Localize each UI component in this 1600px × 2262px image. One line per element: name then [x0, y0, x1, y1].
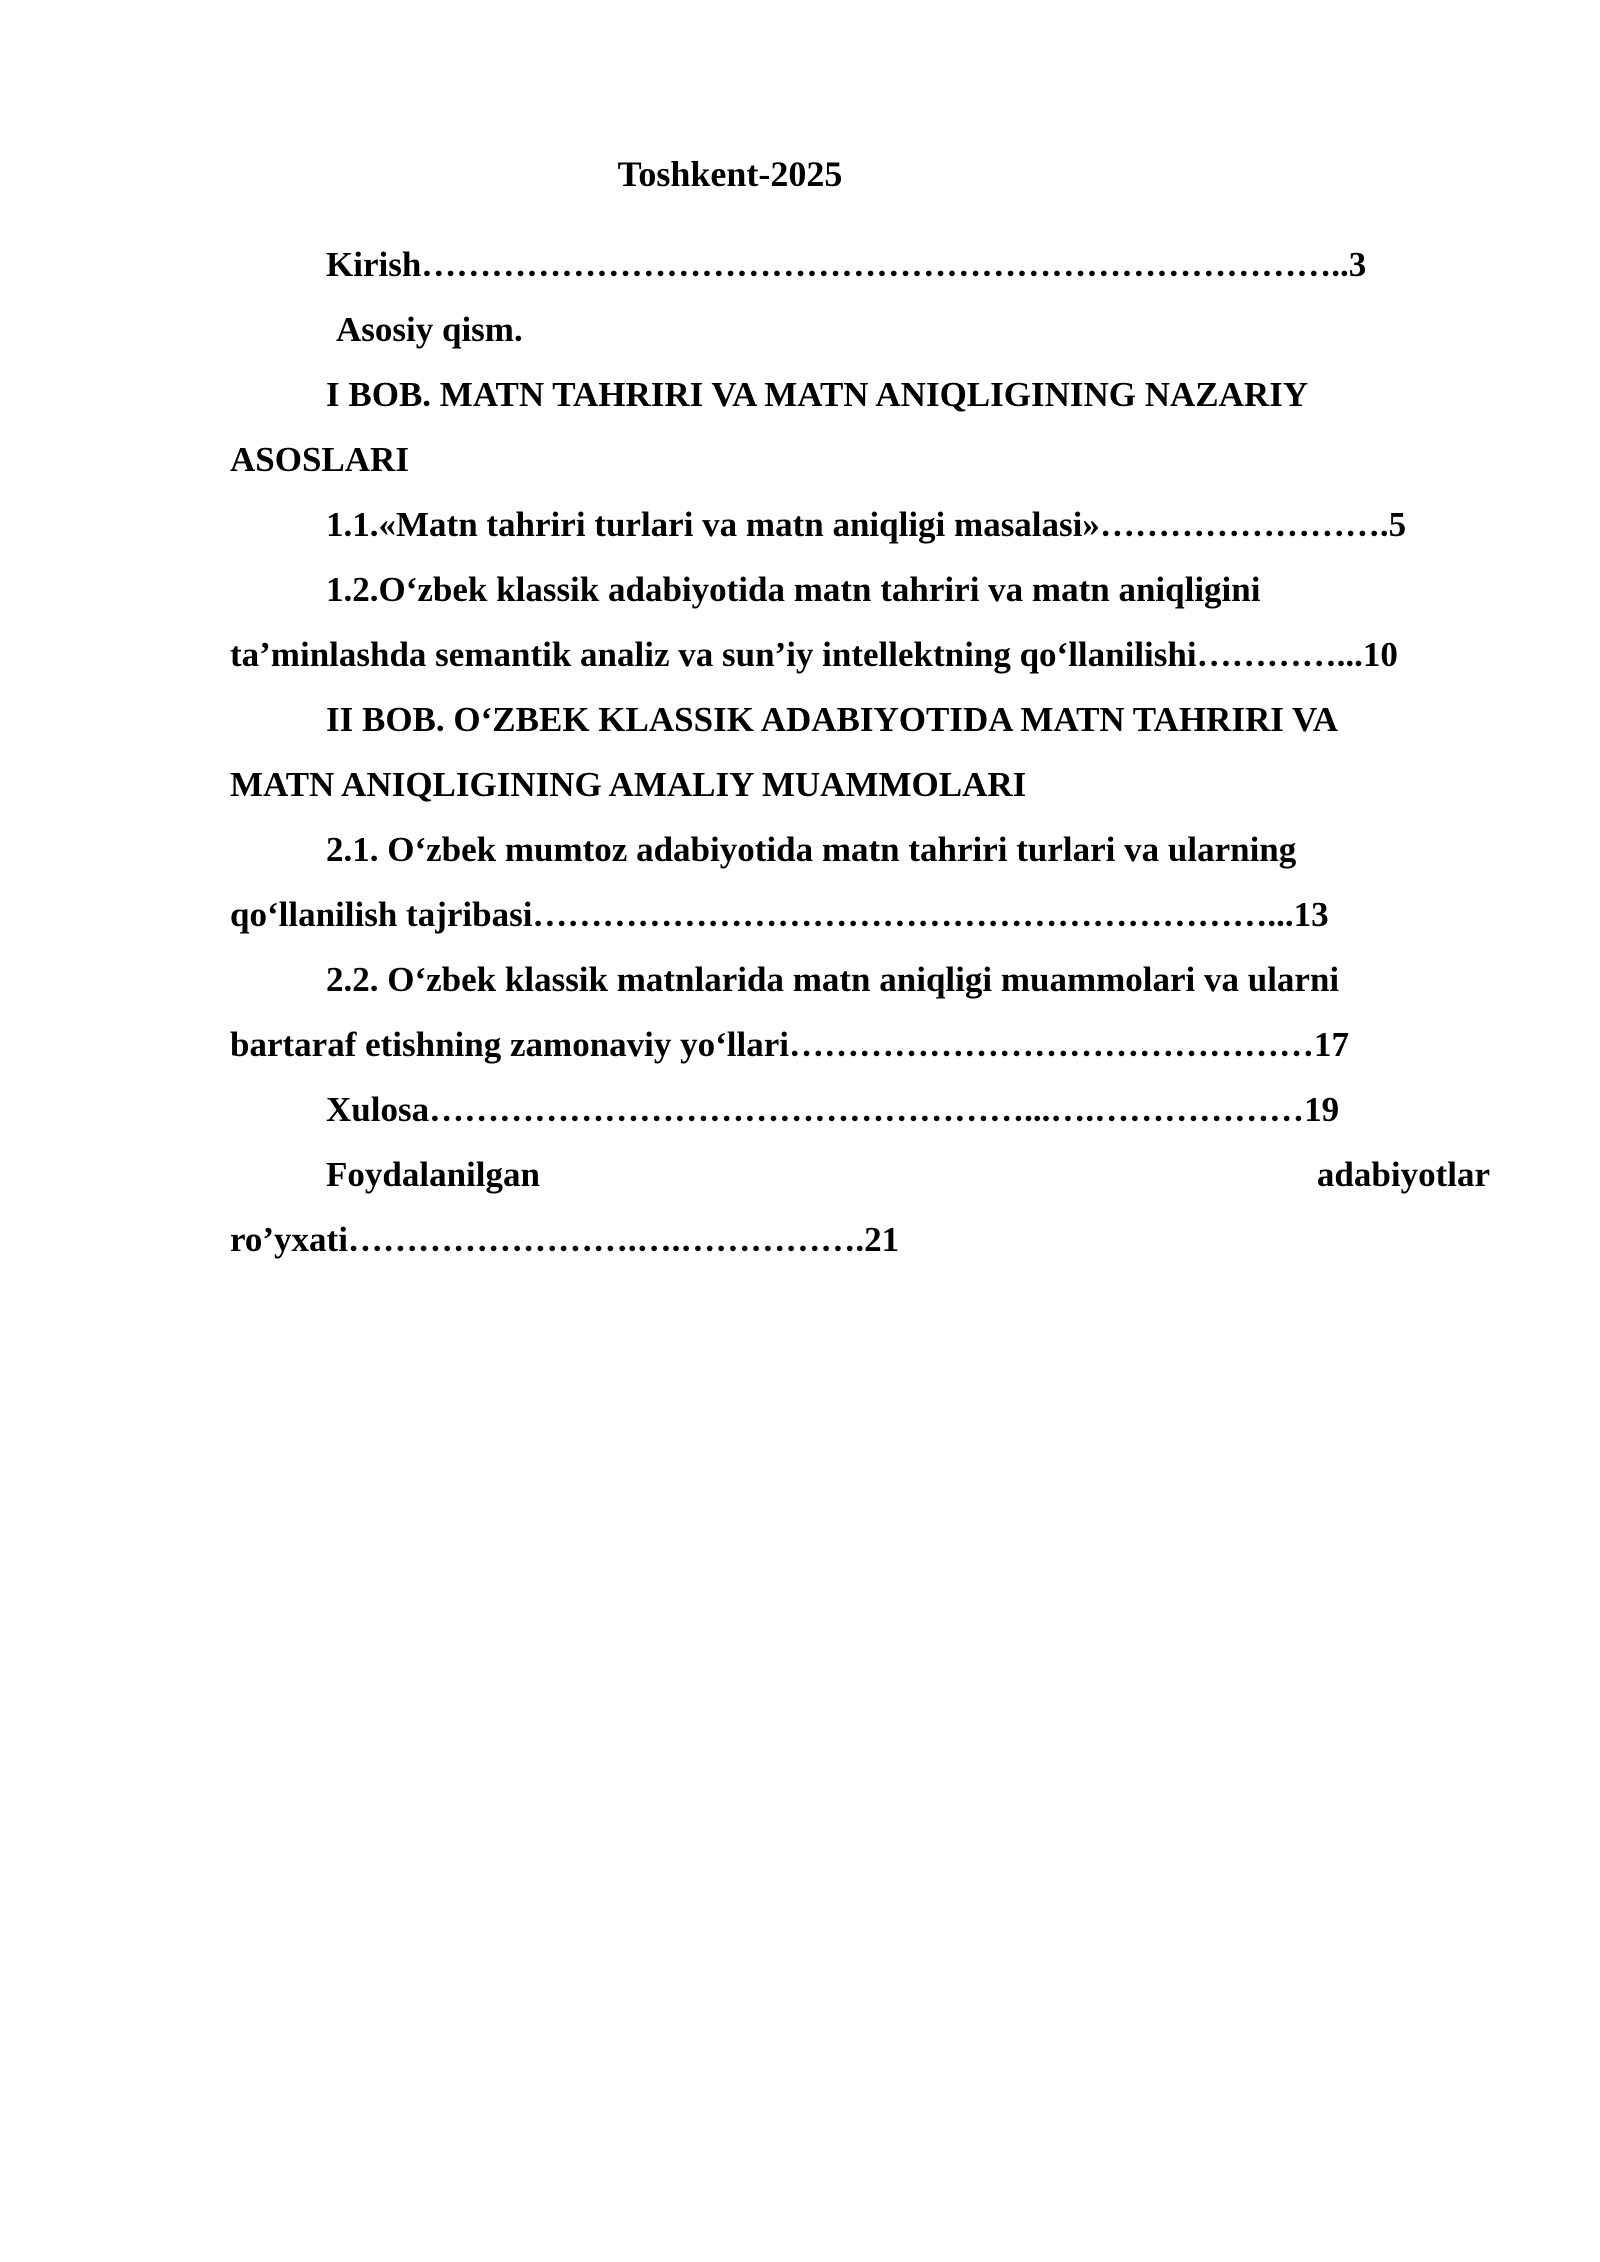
toc-entry-foydalanilgan-line1 [230, 1142, 1490, 1207]
toc-entry-bob1-line1: I BOB. MATN TAHRIRI VA MATN ANIQLIGINING NAZARIY [326, 375, 1309, 414]
toc-word-foydalanilgan: Foydalanilgan [326, 1155, 540, 1194]
toc-entry-section-2-2-line2: bartaraf etishning zamonaviy yo‘llari………………………………………17 [230, 1025, 1349, 1064]
toc-entry-asosiy-qism: Asosiy qism. [336, 310, 523, 349]
toc-entry-section-2-2-line1: 2.2. O‘zbek klassik matnlarida matn aniqligi muammolari va ularni [326, 960, 1340, 999]
city-year-heading: Toshkent-2025 [617, 154, 843, 194]
table-of-contents [230, 232, 1490, 1272]
toc-entry-section-1-2-line2: ta’minlashda semantik analiz va sun’iy intellektning qo‘llanilishi…………...10 [230, 635, 1398, 674]
toc-entry-section-1-2-line1: 1.2.O‘zbek klassik adabiyotida matn tahriri va matn aniqligini [326, 570, 1261, 609]
toc-entry-section-2-1-line1: 2.1. O‘zbek mumtoz adabiyotida matn tahriri turlari va ularning [326, 830, 1297, 869]
toc-entry-kirish: Kirish……………………………………………………………………..3 [326, 245, 1367, 284]
toc-entry-bob2-line2: MATN ANIQLIGINING AMALIY MUAMMOLARI [230, 765, 1027, 804]
toc-entry-section-2-1-line2: qo‘llanilish tajribasi………………………………………………………...13 [230, 895, 1329, 934]
toc-entry-xulosa: Xulosa……………………………………………...….………………19 [326, 1090, 1340, 1129]
toc-entry-section-1-1: 1.1.«Matn tahriri turlari va matn aniqligi masalasi»…………………….5 [326, 505, 1407, 544]
toc-entry-bob1-line2: ASOSLARI [230, 440, 409, 479]
toc-entry-bob2-line1: II BOB. O‘ZBEK KLASSIK ADABIYOTIDA MATN TAHRIRI VA [326, 700, 1339, 739]
toc-entry-foydalanilgan-line2: ro’yxati…………………….….…………….21 [230, 1220, 900, 1259]
toc-word-adabiyotlar: adabiyotlar [1316, 1155, 1490, 1194]
